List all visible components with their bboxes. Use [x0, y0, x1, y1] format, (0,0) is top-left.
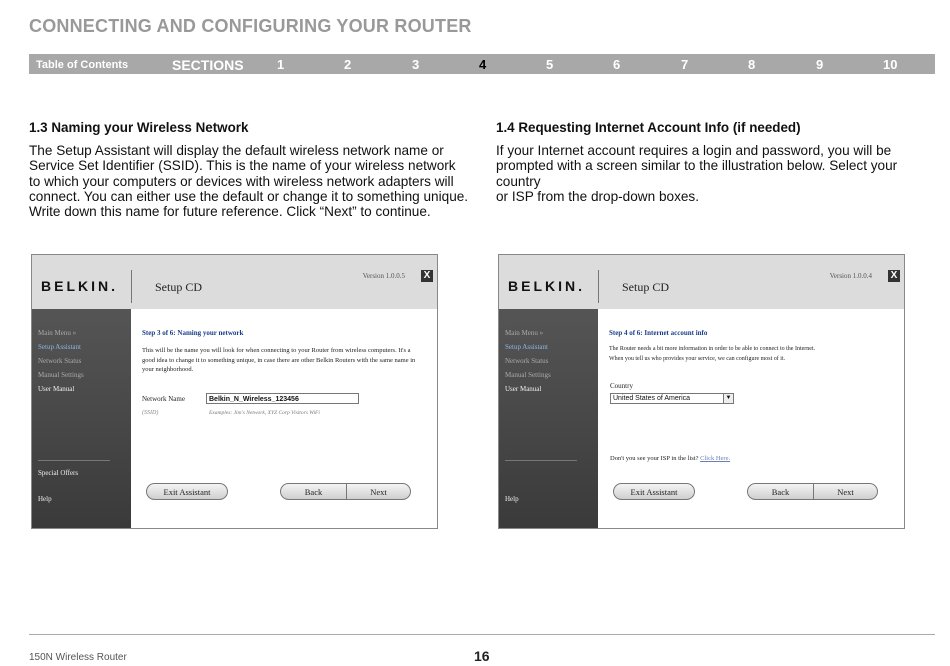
- next-button[interactable]: Next: [837, 487, 854, 497]
- menu-item-manual-settings[interactable]: Manual Settings: [505, 371, 551, 379]
- exit-assistant-button[interactable]: Exit Assistant: [613, 483, 695, 500]
- body-text: [29, 143, 469, 219]
- menu-item-user-manual[interactable]: User Manual: [505, 385, 542, 393]
- back-button[interactable]: Back: [771, 487, 790, 497]
- section-heading: 1.3 Naming your Wireless Network: [29, 120, 249, 135]
- body-line: prompted with a screen similar to the illustration below. Select your country: [496, 158, 898, 189]
- next-button[interactable]: Next: [370, 487, 387, 497]
- side-menu: [499, 309, 598, 528]
- desc-line: your neighborhood.: [142, 366, 194, 373]
- section-1-4: [496, 120, 941, 204]
- section-link-3[interactable]: 3: [412, 57, 420, 72]
- section-link-7[interactable]: 7: [681, 57, 689, 72]
- chevron-down-icon[interactable]: ▼: [723, 394, 733, 403]
- step-description: [142, 346, 427, 375]
- section-link-9[interactable]: 9: [816, 57, 824, 72]
- body-text: [496, 143, 941, 204]
- menu-item-main-menu[interactable]: Main Menu »: [505, 329, 544, 337]
- desc-line: The Router needs a bit more information in order to be able to connect to the Internet.: [609, 346, 816, 352]
- app-title: Setup CD: [622, 280, 670, 294]
- close-icon[interactable]: X: [421, 270, 433, 282]
- menu-item-main-menu[interactable]: Main Menu »: [38, 329, 77, 337]
- setup-screenshot-account: [498, 254, 905, 529]
- footer-divider: [29, 634, 935, 635]
- back-button[interactable]: Back: [304, 487, 323, 497]
- section-1-3: [29, 120, 469, 219]
- menu-item-setup-assistant[interactable]: Setup Assistant: [38, 343, 81, 351]
- menu-divider: [38, 460, 110, 461]
- isp-prompt-text: Don't you see your ISP in the list?: [610, 455, 699, 462]
- desc-line: When you tell us who provides your service, we can configure most of it.: [609, 355, 786, 362]
- footer-product: 150N Wireless Router: [29, 652, 127, 663]
- divider: [131, 270, 132, 303]
- side-menu: [32, 309, 131, 528]
- menu-item-help[interactable]: Help: [38, 495, 52, 503]
- app-header: [499, 255, 904, 309]
- page-number: 16: [474, 648, 490, 664]
- back-next-buttons: [280, 483, 411, 500]
- setup-screenshot-naming: [31, 254, 438, 529]
- isp-prompt: [610, 455, 730, 462]
- body-line: or ISP from the drop-down boxes.: [496, 188, 700, 204]
- menu-item-user-manual[interactable]: User Manual: [38, 385, 75, 393]
- belkin-logo: BELKIN.: [41, 278, 118, 294]
- step-title: Step 4 of 6: Internet account info: [609, 329, 708, 337]
- network-name-label: Network Name: [142, 395, 185, 403]
- body-line: The Setup Assistant will display the default wireless network name or: [29, 143, 444, 159]
- menu-item-manual-settings[interactable]: Manual Settings: [38, 371, 84, 379]
- section-link-2[interactable]: 2: [344, 57, 352, 72]
- section-link-4[interactable]: 4: [479, 57, 487, 72]
- country-select[interactable]: [610, 393, 734, 404]
- version-label: Version 1.0.0.4: [829, 272, 872, 280]
- desc-line: good idea to change it to something unique, in case there are other Belkin Routers with the same name in: [142, 356, 416, 364]
- section-heading: 1.4 Requesting Internet Account Info (if needed): [496, 120, 801, 135]
- page-title: CONNECTING AND CONFIGURING YOUR ROUTER: [29, 16, 472, 36]
- body-line: If your Internet account requires a login and password, you will be: [496, 143, 892, 159]
- version-label: Version 1.0.0.5: [362, 272, 405, 280]
- body-line: Write down this name for future reference. Click “Next” to continue.: [29, 204, 431, 220]
- menu-item-network-status[interactable]: Network Status: [505, 357, 549, 365]
- menu-item-special-offers[interactable]: Special Offers: [38, 469, 79, 477]
- ssid-examples: Examples: Jim's Network, XYZ Corp Visitors WiFi: [209, 410, 320, 416]
- exit-assistant-button[interactable]: Exit Assistant: [146, 483, 228, 500]
- app-title: Setup CD: [155, 280, 203, 294]
- section-link-10[interactable]: 10: [883, 57, 898, 72]
- body-line: Service Set Identifier (SSID). This is the name of your wireless network: [29, 158, 456, 174]
- menu-item-setup-assistant[interactable]: Setup Assistant: [505, 343, 548, 351]
- sections-nav: [29, 54, 935, 74]
- desc-line: This will be the name you will look for when connecting to your Router from wireless computers. It's a: [142, 347, 411, 354]
- divider: [598, 270, 599, 303]
- click-here-link[interactable]: Click Here.: [700, 455, 731, 462]
- section-link-5[interactable]: 5: [546, 57, 554, 72]
- section-link-1[interactable]: 1: [277, 57, 285, 72]
- country-label: Country: [610, 382, 633, 390]
- menu-item-network-status[interactable]: Network Status: [38, 357, 82, 365]
- close-icon[interactable]: X: [888, 270, 900, 282]
- app-header: [32, 255, 437, 309]
- step-title: Step 3 of 6: Naming your network: [142, 329, 244, 337]
- menu-divider: [505, 460, 577, 461]
- country-select-value: United States of America: [613, 395, 691, 402]
- back-next-buttons: [747, 483, 878, 500]
- section-link-6[interactable]: 6: [613, 57, 621, 72]
- body-line: to which your computers or devices with wireless network adapters will: [29, 173, 454, 189]
- ssid-label: (SSID): [142, 410, 159, 416]
- belkin-logo: BELKIN.: [508, 278, 585, 294]
- sections-label: SECTIONS: [172, 57, 244, 73]
- step-description: [609, 345, 894, 364]
- network-name-input[interactable]: Belkin_N_Wireless_123456: [206, 393, 359, 404]
- menu-item-help[interactable]: Help: [505, 495, 519, 503]
- section-link-8[interactable]: 8: [748, 57, 756, 72]
- body-line: connect. You can either use the default or change it to something unique.: [29, 188, 469, 204]
- toc-link[interactable]: Table of Contents: [36, 59, 129, 71]
